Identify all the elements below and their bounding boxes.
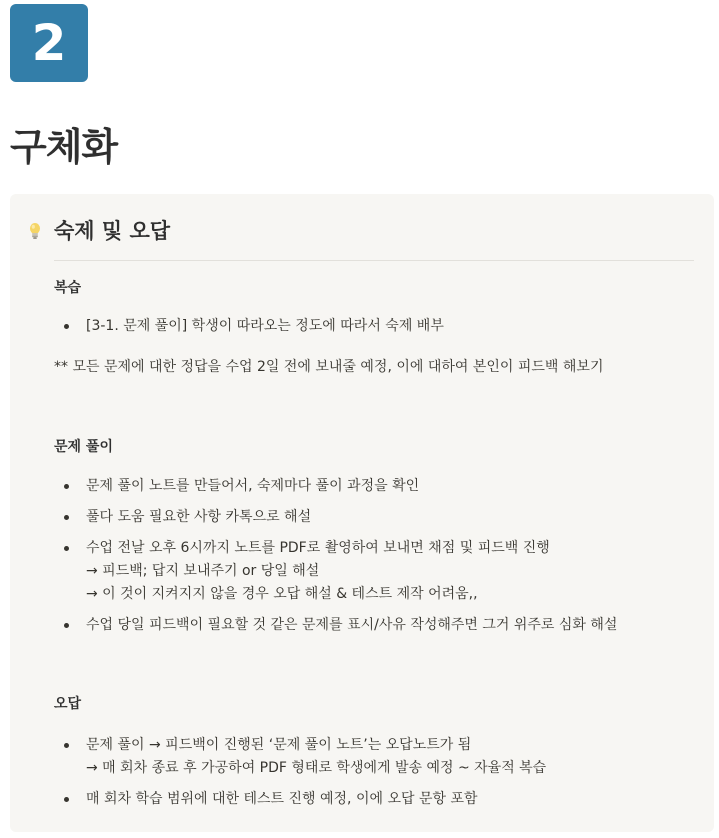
list-item: 풀다 도움 필요한 사항 카톡으로 해설	[54, 506, 704, 529]
solving-list	[54, 475, 704, 637]
list-item: 문제 풀이 노트를 만들어서, 숙제마다 풀이 과정을 확인	[54, 475, 704, 498]
section-title-review: 복습	[54, 280, 82, 296]
number-two-icon[interactable]	[10, 4, 88, 82]
list-item: 수업 전날 오후 6시까지 노트를 PDF로 촬영하여 보내면 채점 및 피드백 진행 → 피드백; 답지 보내주기 or 당일 해설 → 이 것이 지켜지지 않을 경우 오답 해설 & 테스트 제작 어려움,,	[54, 537, 704, 606]
list-item-subline: → 매 회차 종료 후 가공하여 PDF 형태로 학생에게 발송 예정 ~ 자율적 복습	[86, 760, 547, 776]
section-title-solving: 문제 풀이	[54, 439, 113, 455]
review-list	[54, 315, 704, 338]
callout-heading: 숙제 및 오답	[54, 219, 171, 243]
list-item: [3-1. 문제 풀이] 학생이 따라오는 정도에 따라서 숙제 배부	[54, 315, 704, 338]
callout-block	[10, 194, 714, 832]
section-title-wrong: 오답	[54, 696, 82, 712]
list-item-subline: → 피드백; 답지 보내주기 or 당일 해설	[86, 563, 320, 579]
list-item: 수업 당일 피드백이 필요할 것 같은 문제를 표시/사유 작성해주면 그거 위주로 심화 해설	[54, 614, 704, 637]
review-note: ** 모든 문제에 대한 정답을 수업 2일 전에 보내줄 예정, 이에 대하여 본인이 피드백 해보기	[54, 359, 604, 375]
list-item: 매 회차 학습 범위에 대한 테스트 진행 예정, 이에 오답 문항 포함	[54, 788, 704, 811]
number-icon-text: 2	[31, 14, 67, 72]
list-item: 문제 풀이 → 피드백이 진행된 ‘문제 풀이 노트’는 오답노트가 됨 → 매 회차 종료 후 가공하여 PDF 형태로 학생에게 발송 예정 ~ 자율적 복습	[54, 734, 704, 780]
list-item-subline: → 이 것이 지켜지지 않을 경우 오답 해설 & 테스트 제작 어려움,,	[86, 586, 478, 602]
wrong-list	[54, 734, 704, 811]
divider	[54, 260, 694, 261]
page-title: 구체화	[10, 125, 118, 169]
lightbulb-icon[interactable]	[28, 222, 42, 240]
